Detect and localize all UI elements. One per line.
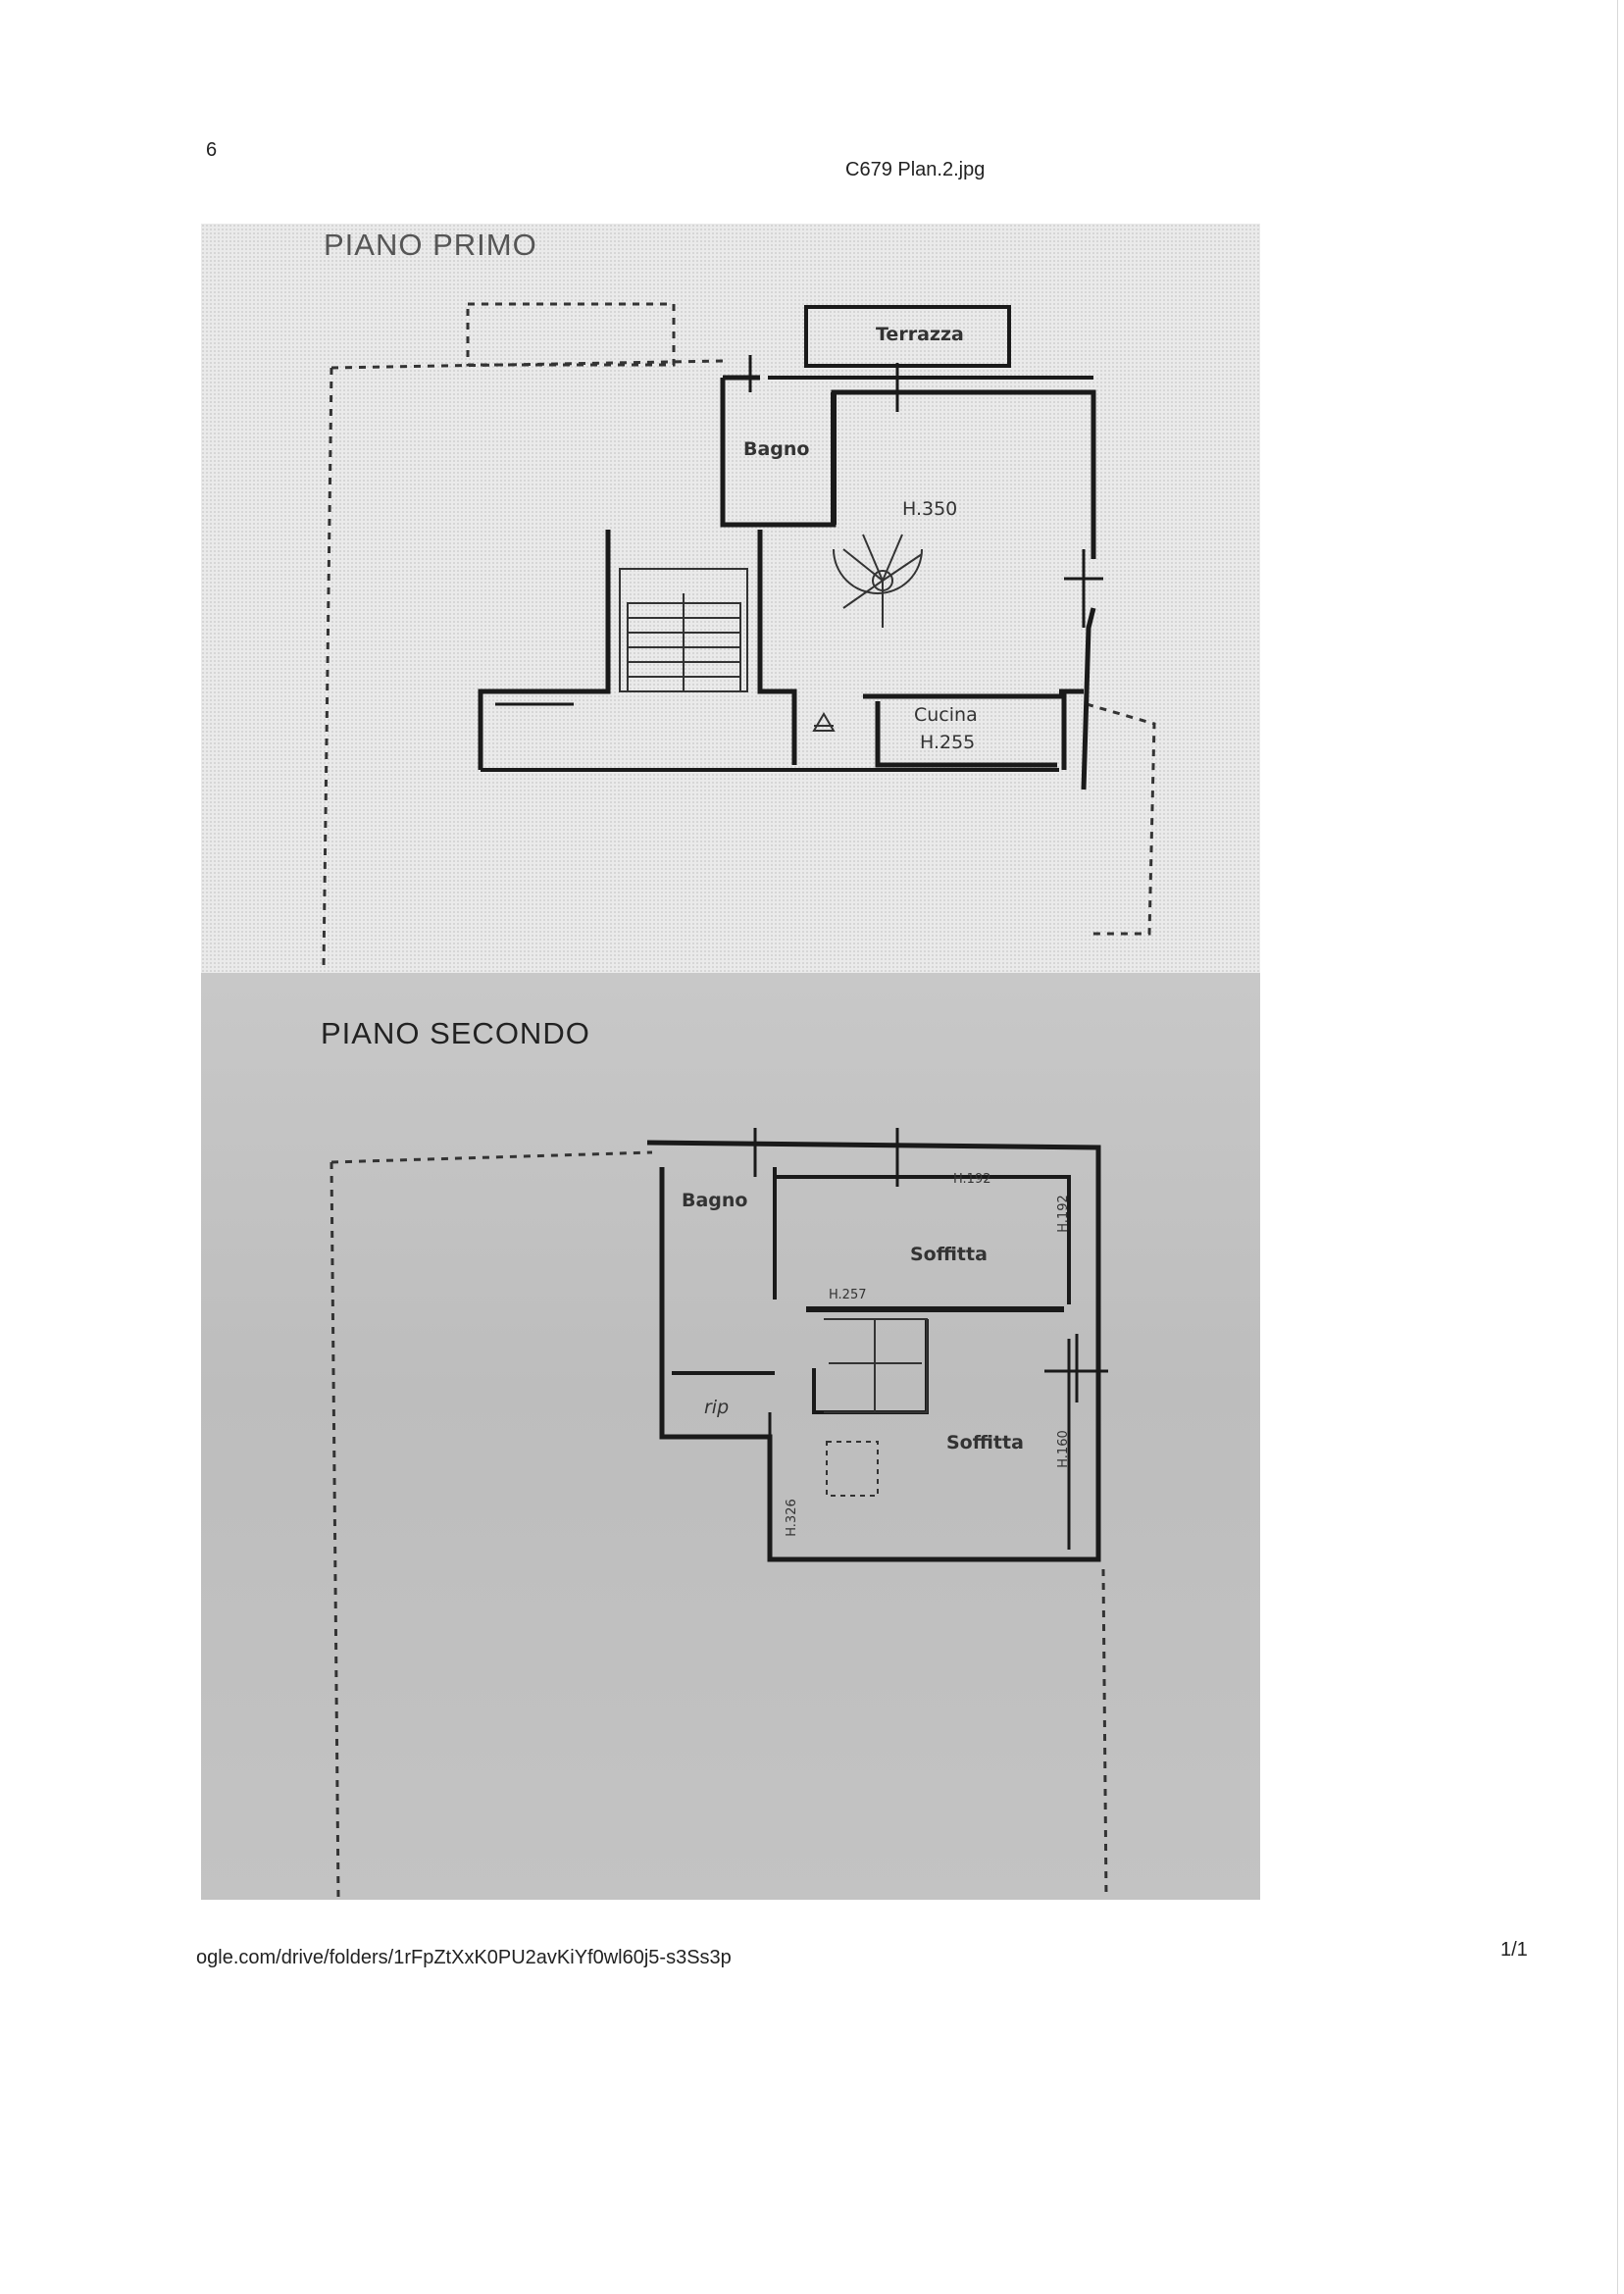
room-height-label: H.350 (902, 498, 958, 520)
room-height-label: H.257 (829, 1288, 867, 1302)
room-height-label: H.255 (920, 732, 976, 753)
page-number: 6 (206, 139, 218, 161)
room-label-soffitta: Soffitta (910, 1244, 988, 1265)
page-count: 1/1 (1500, 1939, 1528, 1961)
room-label-cucina: Cucina (914, 704, 978, 726)
room-height-label: H.192 (953, 1172, 991, 1187)
room-label-rip: rip (704, 1397, 730, 1418)
room-label-terrazza: Terrazza (876, 324, 964, 345)
page-edge-line (1617, 0, 1618, 2294)
room-label-bagno: Bagno (743, 438, 810, 460)
room-height-label: H.326 (784, 1499, 799, 1537)
floor-title-primo: PIANO PRIMO (324, 228, 537, 262)
source-url: ogle.com/drive/folders/1rFpZtXxK0PU2avKiYf0wl60j5-s3Ss3p (196, 1947, 732, 1968)
room-height-label: H.192 (1055, 1195, 1071, 1233)
floor-title-secondo: PIANO SECONDO (321, 1016, 590, 1050)
room-label-bagno: Bagno (682, 1190, 748, 1211)
room-height-label: H.160 (1055, 1430, 1071, 1468)
file-name: C679 Plan.2.jpg (845, 159, 986, 180)
room-label-soffitta: Soffitta (946, 1432, 1024, 1453)
